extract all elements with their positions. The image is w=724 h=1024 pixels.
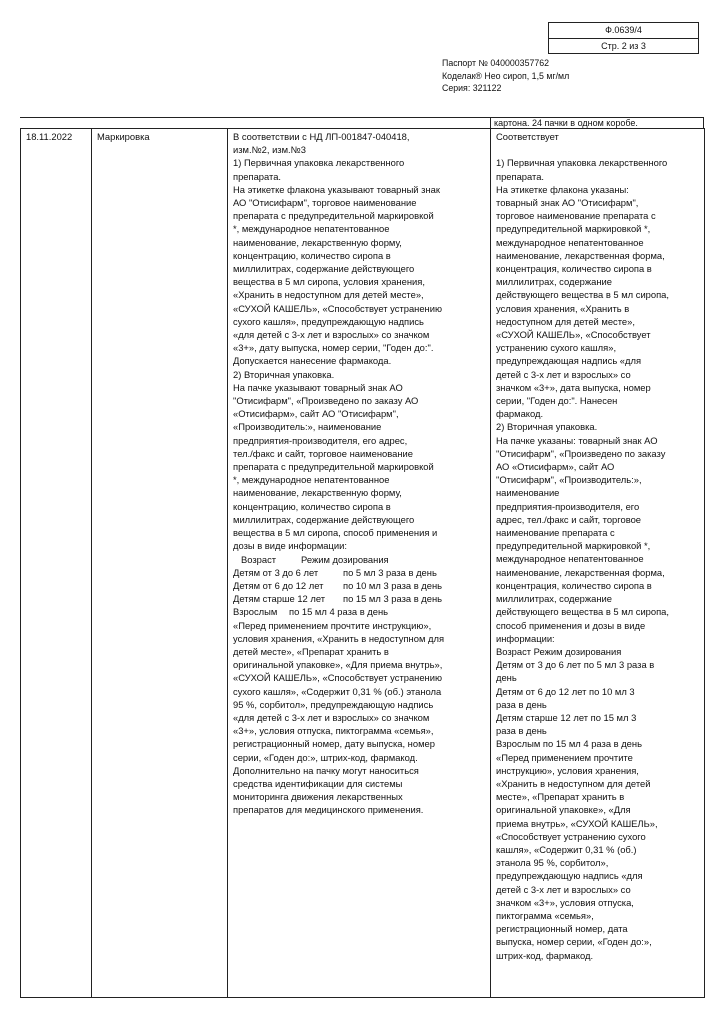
requirement-line: наименование, лекарственную форму, (233, 487, 402, 499)
requirement-line: препарата с предупредительной маркировкой (233, 461, 434, 473)
result-line: торговое наименование препарата с (496, 210, 656, 222)
requirement-line: миллилитрах, содержание действующего (233, 263, 415, 275)
requirement-line: АО "Отисифарм", торговое наименование (233, 197, 417, 209)
result-line: Взрослым по 15 мл 4 раза в день (496, 738, 642, 750)
requirement-line: 1) Первичная упаковка лекарственного (233, 157, 405, 169)
passport-block (442, 57, 569, 95)
result-line: недоступном для детей месте», (496, 315, 635, 327)
result-line: наименование, лекарственная форма, (496, 566, 665, 578)
indicator-cell (92, 129, 228, 998)
result-line: "Отисифарм", «Производитель:», (496, 474, 642, 486)
requirement-line: «Перед применением прочтите инструкцию», (233, 619, 432, 631)
requirement-line: мониторинга движения лекарственных (233, 791, 403, 803)
result-line: месте», «Препарат хранить в (496, 791, 625, 803)
result-line: Возраст Режим дозирования (496, 645, 622, 657)
result-line: международное непатентованное (496, 236, 644, 248)
dosage-regimen: по 15 мл 3 раза в день (343, 593, 443, 605)
requirement-line: «СУХОЙ КАШЕЛЬ», «Способствует устранению (233, 672, 443, 684)
requirement-line: 95 %, сорбитол», предупреждающую надпись (233, 698, 434, 710)
result-line (496, 143, 700, 156)
result-line: АО «Отисифарм», сайт АО (496, 461, 615, 473)
result-line: наименование (496, 487, 560, 499)
dosage-age: Детям от 3 до 6 лет (233, 566, 319, 578)
dosage-row (233, 605, 486, 618)
result-line: 1) Первичная упаковка лекарственного (496, 157, 668, 169)
result-line: «Способствует устранению сухого (496, 830, 646, 842)
result-line: предупредительной маркировкой *, (496, 540, 651, 552)
requirement-line: Допускается нанесение фармакода. (233, 355, 392, 367)
requirement-line: вещества в 5 мл сиропа, условия хранения, (233, 276, 425, 288)
result-line: способ применения и дозы в виде (496, 619, 646, 631)
dosage-row (233, 553, 486, 566)
table-row (21, 129, 705, 998)
requirement-line: условия хранения, «Хранить в недоступном для (233, 632, 445, 644)
requirement-line: предприятия-производителя, его адрес, (233, 434, 408, 446)
result-line: препарата. (496, 170, 545, 182)
requirement-dosage-table (233, 553, 486, 619)
requirement-line: средства идентификации для системы (233, 777, 403, 789)
result-line: товарный знак АО "Отисифарм", (496, 197, 639, 208)
requirement-line: На этикетке флакона указывают товарный знак (233, 183, 440, 195)
result-line: предупреждающая надпись «для (496, 355, 642, 367)
requirement-line: концентрацию, количество сиропа в (233, 500, 391, 512)
form-number-box (548, 22, 699, 54)
requirement-line: вещества в 5 мл сиропа, способ применения и (233, 527, 438, 539)
requirement-line: оригинальной упаковке», «Для приема внутрь», (233, 659, 443, 671)
dosage-age: Детям старше 12 лет (233, 593, 326, 605)
dosage-age: Детям от 6 до 12 лет (233, 579, 324, 591)
result-line: детей с 3-х лет и взрослых» со (496, 883, 631, 895)
result-line: предприятия-производителя, его (496, 500, 640, 512)
result-line: предупреждающую надпись «для (496, 870, 643, 882)
result-line: Детям от 6 до 12 лет по 10 мл 3 (496, 685, 635, 697)
requirement-line: «для детей с 3-х лет и взрослых» со значком (233, 329, 430, 341)
result-line: серии, "Годен до:". Нанесен (496, 395, 618, 407)
requirement-line: «для детей с 3-х лет и взрослых» со значком (233, 711, 430, 723)
passport-number: Паспорт № 040000357762 (442, 58, 550, 68)
result-line: концентрация, количество сиропа в (496, 263, 652, 275)
requirement-line: препарата. (233, 170, 282, 182)
dosage-regimen: по 15 мл 4 раза в день (289, 606, 389, 618)
result-line: «Хранить в недоступном для детей (496, 777, 651, 789)
requirement-line: детей месте», «Препарат хранить в (233, 645, 389, 657)
result-line: адрес, тел./факс и сайт, торговое (496, 513, 641, 525)
row-indicator: Маркировка (97, 131, 150, 142)
requirement-line: Дополнительно на пачку могут наноситься (233, 764, 419, 776)
dosage-age: Взрослым (233, 606, 278, 618)
requirement-line: «Производитель:», наименование (233, 421, 382, 433)
result-line: значком «3+», условия отпуска, (496, 896, 634, 908)
result-line: условия хранения, «Хранить в (496, 302, 630, 314)
result-cell (491, 129, 705, 998)
requirement-line: В соответствии с НД ЛП-001847-040418, (233, 131, 410, 142)
dosage-regimen: Режим дозирования (301, 553, 389, 565)
requirement-line: наименование, лекарственную форму, (233, 236, 402, 248)
requirement-line: «Отисифарм», сайт АО "Отисифарм", (233, 408, 399, 420)
page-indicator: Стр. 2 из 3 (549, 38, 698, 54)
result-line: 2) Вторичная упаковка. (496, 421, 598, 433)
result-line: кашля», «Содержит 0,31 % (об.) (496, 843, 637, 855)
requirement-line: серии, «Годен до:», штрих-код, фармакод. (233, 751, 418, 763)
result-line: Детям старше 12 лет по 15 мл 3 (496, 711, 637, 723)
result-line: На этикетке флакона указаны: (496, 183, 629, 195)
result-line: предупредительной маркировкой *, (496, 223, 651, 235)
requirement-line: препаратов для медицинского применения. (233, 804, 424, 816)
test-results-table (20, 128, 705, 998)
requirement-line: «СУХОЙ КАШЕЛЬ», «Способствует устранению (233, 302, 443, 314)
dosage-row (233, 592, 486, 605)
result-line: детей с 3-х лет и взрослых» со (496, 368, 631, 380)
result-line: информации: (496, 632, 555, 644)
result-line: «СУХОЙ КАШЕЛЬ», «Способствует (496, 329, 651, 341)
dosage-regimen: по 5 мл 3 раза в день (343, 566, 437, 578)
date-cell (21, 129, 92, 998)
requirement-line: миллилитрах, содержание действующего (233, 513, 415, 525)
product-name: Коделак® Нео сироп, 1,5 мг/мл (442, 70, 570, 81)
requirement-line: дозы в виде информации: (233, 540, 347, 552)
result-line: раза в день (496, 725, 547, 737)
result-line: штрих-код, фармакод. (496, 949, 594, 961)
result-line: Детям от 3 до 6 лет по 5 мл 3 раза в (496, 659, 655, 671)
result-line: день (496, 672, 517, 684)
series-number: Серия: 321122 (442, 83, 502, 93)
dosage-row (233, 579, 486, 592)
requirement-line: *, международное непатентованное (233, 474, 390, 486)
result-line: регистрационный номер, дата (496, 923, 628, 935)
result-line: миллилитрах, содержание (496, 276, 612, 288)
requirement-line: На пачке указывают товарный знак АО (233, 381, 403, 393)
result-line: инструкцию», условия хранения, (496, 764, 639, 776)
dosage-row (233, 566, 486, 579)
result-line: действующего вещества в 5 мл сиропа, (496, 606, 670, 618)
result-line: Соответствует (496, 131, 559, 142)
requirement-line: *, международное непатентованное (233, 223, 390, 235)
result-line: раза в день (496, 698, 547, 710)
dosage-regimen: по 10 мл 3 раза в день (343, 579, 443, 591)
result-line: оригинальной упаковке», «Для (496, 804, 631, 816)
form-number: Ф.0639/4 (605, 25, 642, 35)
result-line: наименование препарата с (496, 527, 615, 539)
result-line: "Отисифарм", «Произведено по заказу (496, 447, 666, 459)
result-line: международное непатентованное (496, 553, 644, 565)
result-line: устранению сухого кашля», (496, 342, 617, 354)
result-line: концентрация, количество сиропа в (496, 579, 652, 591)
result-line: «Перед применением прочтите (496, 751, 633, 763)
requirement-line: препарата с предупредительной маркировкой (233, 210, 434, 222)
requirement-line: «Хранить в недоступном для детей месте», (233, 289, 424, 301)
result-line: выпуска, номер серии, «Годен до:», (496, 936, 652, 948)
result-line: миллилитрах, содержание (496, 593, 612, 605)
requirement-text-continued (233, 619, 486, 817)
result-line: значком «3+», дата выпуска, номер (496, 381, 651, 393)
requirement-line: "Отисифарм", «Произведено по заказу АО (233, 395, 419, 407)
requirement-line: 2) Вторичная упаковка. (233, 368, 335, 380)
result-line: приема внутрь», «СУХОЙ КАШЕЛЬ», (496, 817, 658, 829)
requirement-line: тел./факс и сайт, торговое наименование (233, 447, 413, 459)
requirement-line: концентрацию, количество сиропа в (233, 249, 391, 261)
result-line: этанола 95 %, сорбитол», (496, 857, 609, 869)
dosage-age: Возраст (241, 553, 277, 565)
requirement-line: сухого кашля», «Содержит 0,31 % (об.) этанола (233, 685, 442, 697)
result-text (496, 130, 700, 962)
requirement-line: «3+», дату выпуска, номер серии, "Годен до:". (233, 342, 434, 354)
result-line: пиктограмма «семья», (496, 909, 594, 921)
result-line: наименование, лекарственная форма, (496, 249, 665, 261)
requirement-line: изм.№2, изм.№3 (233, 144, 306, 156)
result-line: фармакод. (496, 408, 544, 420)
result-line: действующего вещества в 5 мл сиропа, (496, 289, 670, 301)
carryover-text: картона. 24 пачки в одном коробе. (494, 118, 638, 128)
requirement-line: сухого кашля», предупреждающую надпись (233, 315, 424, 327)
requirement-line: «3+», условия отпуска, пиктограмма «семья», (233, 725, 434, 737)
requirement-line: регистрационный номер, дату выпуска, номер (233, 738, 435, 750)
requirement-text (233, 130, 486, 553)
result-line: На пачке указаны: товарный знак АО (496, 434, 658, 446)
row-date: 18.11.2022 (26, 131, 73, 142)
requirement-cell (228, 129, 491, 998)
